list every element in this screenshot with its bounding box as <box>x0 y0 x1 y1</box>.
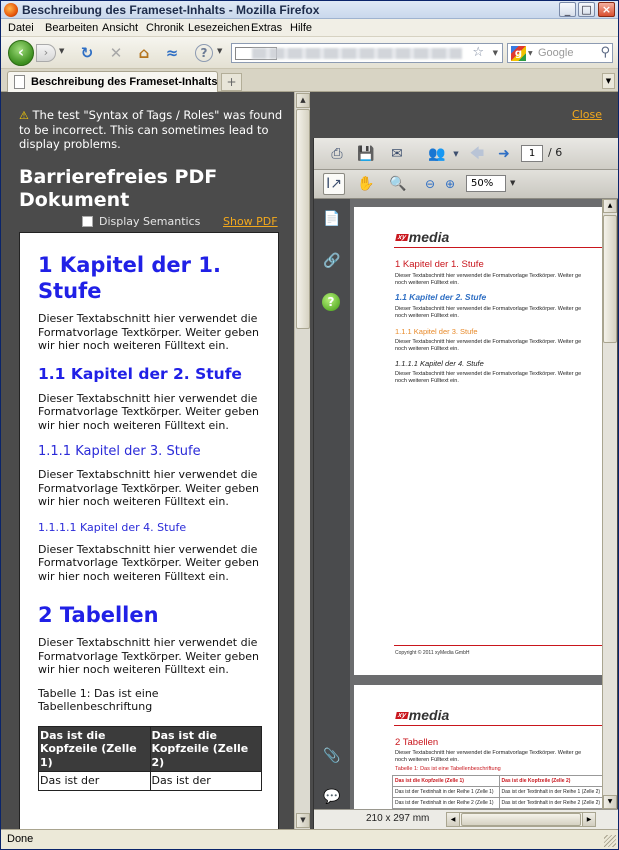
tab-frameset[interactable] <box>7 71 218 92</box>
warning-icon: ⚠ <box>19 109 29 122</box>
document-table <box>38 726 262 791</box>
paragraph: Dieser Textabschnitt hier verwendet die Formatvorlage Textkörper. Weiter geben wir hier noch weiteren Fülltext ein. <box>38 468 259 508</box>
forward-button[interactable]: › <box>36 44 56 62</box>
scroll-down-icon[interactable]: ▼ <box>603 795 617 809</box>
menu-bar <box>1 19 618 37</box>
document-preview <box>19 232 279 829</box>
export-dropdown-icon[interactable]: ▼ <box>453 150 459 158</box>
paperclip-icon[interactable]: 📎 <box>323 748 341 764</box>
address-bar[interactable] <box>231 43 503 63</box>
pdf-status-bar <box>314 809 618 829</box>
export-icon[interactable]: 👥 <box>428 146 446 162</box>
pdf-page-2 <box>354 685 602 809</box>
tab-label: Beschreibung des Frameset-Inhalts <box>31 76 218 88</box>
pdf-table-cell: Das ist der Textinhalt in der Reihe 2 (Zelle 2) <box>499 798 602 809</box>
display-semantics-checkbox[interactable] <box>82 216 93 227</box>
pdf-table-row <box>393 798 603 809</box>
display-semantics-label[interactable]: Display Semantics <box>99 215 201 228</box>
menu-extras[interactable]: Extras <box>251 22 283 34</box>
resize-grip-icon[interactable] <box>604 835 616 847</box>
scroll-up-icon[interactable]: ▲ <box>603 199 617 213</box>
scroll-right-icon[interactable]: ▶ <box>582 813 595 826</box>
attachments-panel-icon[interactable]: 🔗 <box>323 253 341 269</box>
pdf-toolbar-top <box>314 138 618 170</box>
close-pdf-link[interactable]: Close <box>572 108 602 121</box>
page-total: / 6 <box>548 146 563 159</box>
paragraph: Dieser Textabschnitt hier verwendet die Formatvorlage Textkörper. Weiter geben wir hier noch weiteren Fülltext ein. <box>38 312 259 352</box>
table-row <box>39 772 262 791</box>
page-icon <box>14 75 25 89</box>
pdf-paragraph-cont: noch weiteren Fülltext ein. <box>395 313 459 319</box>
pdf-footer: Copyright © 2011 xyMedia GmbH <box>395 650 470 656</box>
pdf-vertical-scrollbar[interactable] <box>602 199 617 809</box>
pdf-paragraph-cont: noch weiteren Fülltext ein. <box>395 280 459 286</box>
marquee-zoom-icon[interactable]: 🔍 <box>389 176 407 192</box>
pdf-table-row <box>393 787 603 798</box>
scroll-thumb[interactable] <box>461 813 581 826</box>
menu-datei[interactable]: Datei <box>8 22 34 34</box>
search-icon[interactable]: ⚲ <box>600 45 610 60</box>
menu-ansicht[interactable]: Ansicht <box>102 22 139 34</box>
stop-icon[interactable]: ✕ <box>109 44 123 62</box>
heading-1: 2 Tabellen <box>38 603 159 627</box>
menu-hilfe[interactable]: Hilfe <box>290 22 313 34</box>
bookmark-star-icon[interactable]: ☆ <box>472 45 484 60</box>
menu-bearbeiten[interactable]: Bearbeiten <box>45 22 99 34</box>
firefox-icon <box>4 3 18 17</box>
hand-tool-icon[interactable]: ✋ <box>357 176 375 192</box>
menu-lesezeichen[interactable]: Lesezeichen <box>188 22 250 34</box>
save-icon[interactable]: 💾 <box>357 146 375 162</box>
pdf-sidebar <box>314 199 350 809</box>
rss-icon[interactable]: ≈ <box>165 44 179 62</box>
table-caption: Tabelle 1: Das ist eine Tabellenbeschriftung <box>38 686 159 713</box>
search-box[interactable] <box>507 43 613 63</box>
search-input[interactable]: Google <box>538 47 574 59</box>
scroll-down-icon[interactable]: ▼ <box>296 813 310 828</box>
table-cell: Das ist der <box>150 772 262 791</box>
content-area <box>1 92 618 829</box>
pdf-heading-1: 2 Tabellen <box>395 737 439 748</box>
heading-2: 1.1 Kapitel der 2. Stufe <box>38 364 242 383</box>
table-cell: Das ist der <box>39 772 151 791</box>
pages-panel-icon[interactable]: 📄 <box>323 211 341 227</box>
history-dropdown-icon[interactable]: ▼ <box>59 47 65 55</box>
new-tab-button[interactable]: + <box>221 73 242 91</box>
address-text-blurred <box>252 48 462 59</box>
pdf-table-cell: Das ist der Textinhalt in der Reihe 1 (Zelle 1) <box>393 787 500 798</box>
zoom-in-icon[interactable]: ⊕ <box>444 177 456 191</box>
warning-message <box>19 108 287 151</box>
semantics-row <box>82 215 282 229</box>
pdf-heading-3: 1.1.1 Kapitel der 3. Stufe <box>395 327 478 336</box>
pdf-paragraph-cont: noch weiteren Fülltext ein. <box>395 757 459 763</box>
print-icon[interactable]: ⎙ <box>331 146 343 162</box>
help-dropdown-icon[interactable]: ▼ <box>217 47 223 55</box>
pdf-paragraph: Dieser Textabschnitt hier verwendet die Formatvorlage Textkörper. Weiter ge <box>395 273 582 279</box>
right-frame <box>311 92 618 829</box>
pdf-paragraph: Dieser Textabschnitt hier verwendet die Formatvorlage Textkörper. Weiter ge <box>395 339 582 345</box>
pdf-table-header-cell: Das ist die Kopfzeile (Zelle 2) <box>499 776 602 787</box>
back-button[interactable]: ‹ <box>8 40 34 66</box>
scroll-up-icon[interactable]: ▲ <box>296 93 310 108</box>
engine-dropdown-icon[interactable]: ▼ <box>528 50 533 57</box>
pdf-heading-4: 1.1.1.1 Kapitel der 4. Stufe <box>395 359 484 368</box>
pdf-paragraph: Dieser Textabschnitt hier verwendet die Formatvorlage Textkörper. Weiter ge <box>395 306 582 312</box>
tab-strip <box>1 69 618 92</box>
reload-icon[interactable]: ↻ <box>80 44 94 62</box>
status-bar <box>1 829 618 849</box>
zoom-dropdown-icon[interactable]: ▼ <box>510 179 516 187</box>
xymedia-logo: xy media <box>397 707 450 723</box>
navigation-toolbar <box>1 37 618 69</box>
title-bar <box>1 1 618 19</box>
tab-list-button[interactable]: ▼ <box>602 73 615 89</box>
table-header-cell: Das ist die Kopfzeile (Zelle 2) <box>150 726 262 772</box>
page-number-input[interactable]: 1 <box>521 145 543 162</box>
home-icon[interactable]: ⌂ <box>138 44 150 62</box>
pdf-paragraph-cont: noch weiteren Fülltext ein. <box>395 346 459 352</box>
paragraph: Dieser Textabschnitt hier verwendet die Formatvorlage Textkörper. Weiter geben wir hier noch weiteren Fülltext ein. <box>38 391 259 432</box>
maximize-button[interactable]: □ <box>578 2 595 17</box>
help-icon[interactable]: ? <box>322 293 340 311</box>
xymedia-logo: xy media <box>397 229 450 245</box>
pdf-pages <box>350 199 602 809</box>
page-title: Barrierefreies PDF Dokument <box>19 166 218 211</box>
pdf-page-1 <box>354 207 602 675</box>
table-header-cell: Das ist die Kopfzeile (Zelle 1) <box>39 726 151 772</box>
left-frame <box>1 92 294 829</box>
heading-3: 1.1.1 Kapitel der 3. Stufe <box>38 444 201 459</box>
window-title: Beschreibung des Frameset-Inhalts - Mozilla Firefox <box>22 3 320 17</box>
pdf-heading-2: 1.1 Kapitel der 2. Stufe <box>395 292 487 302</box>
left-scrollbar[interactable] <box>294 92 310 829</box>
status-text: Done <box>7 833 34 845</box>
pdf-table-caption: Tabelle 1: Das ist eine Tabellenbeschriftung <box>395 766 501 772</box>
google-engine-icon[interactable]: g <box>511 46 526 61</box>
email-icon[interactable]: ✉ <box>391 146 403 162</box>
pdf-heading-1: 1 Kapitel der 1. Stufe <box>395 259 484 270</box>
pdf-viewer <box>313 138 617 829</box>
header-rule <box>394 725 602 726</box>
pdf-table-cell: Das ist der Textinhalt in der Reihe 1 (Zelle 2) <box>499 787 602 798</box>
zoom-input[interactable]: 50% <box>466 175 506 192</box>
url-dropdown-icon[interactable]: ▼ <box>492 49 498 57</box>
pdf-paragraph-cont: noch weiteren Fülltext ein. <box>395 378 459 384</box>
comments-icon[interactable]: 💬 <box>323 789 341 805</box>
header-rule <box>394 247 602 248</box>
close-window-button[interactable]: × <box>598 2 615 17</box>
scroll-thumb[interactable] <box>296 109 310 329</box>
show-pdf-link[interactable]: Show PDF <box>223 215 278 228</box>
minimize-button[interactable]: _ <box>559 2 576 17</box>
pdf-toolbar-bottom <box>314 170 618 199</box>
menu-chronik[interactable]: Chronik <box>146 22 184 34</box>
scroll-thumb[interactable] <box>603 215 617 343</box>
pdf-horizontal-scrollbar[interactable] <box>446 812 596 827</box>
table-header-row <box>39 726 262 772</box>
heading-1: 1 Kapitel der 1. Stufe <box>38 253 221 303</box>
pdf-table-header-cell: Das ist die Kopfzeile (Zelle 1) <box>393 776 500 787</box>
pdf-table-header-row <box>393 776 603 787</box>
heading-4: 1.1.1.1 Kapitel der 4. Stufe <box>38 520 187 534</box>
scroll-left-icon[interactable]: ◀ <box>447 813 460 826</box>
pdf-paragraph: Dieser Textabschnitt hier verwendet die Formatvorlage Textkörper. Weiter ge <box>395 750 582 756</box>
help-icon[interactable]: ? <box>195 44 213 62</box>
pdf-table <box>392 775 602 809</box>
select-text-icon[interactable]: I↗ <box>323 173 345 195</box>
pdf-paragraph: Dieser Textabschnitt hier verwendet die Formatvorlage Textkörper. Weiter ge <box>395 371 582 377</box>
zoom-out-icon[interactable]: ⊖ <box>424 177 436 191</box>
paragraph: Dieser Textabschnitt hier verwendet die Formatvorlage Textkörper. Weiter geben wir hier noch weiteren Fülltext ein. <box>38 542 259 583</box>
page-size-label: 210 x 297 mm <box>366 813 430 824</box>
next-page-icon[interactable]: ➜ <box>498 146 510 162</box>
warning-text: The test "Syntax of Tags / Roles" was found to be incorrect. This can sometimes lead to display problems. <box>19 108 283 151</box>
pdf-table-cell: Das ist der Textinhalt in der Reihe 2 (Zelle 1) <box>393 798 500 809</box>
paragraph: Dieser Textabschnitt hier verwendet die Formatvorlage Textkörper. Weiter geben wir hier noch weiteren Fülltext ein. <box>38 636 259 676</box>
footer-rule <box>394 645 602 646</box>
previous-page-icon[interactable]: 🡄 <box>469 146 485 162</box>
